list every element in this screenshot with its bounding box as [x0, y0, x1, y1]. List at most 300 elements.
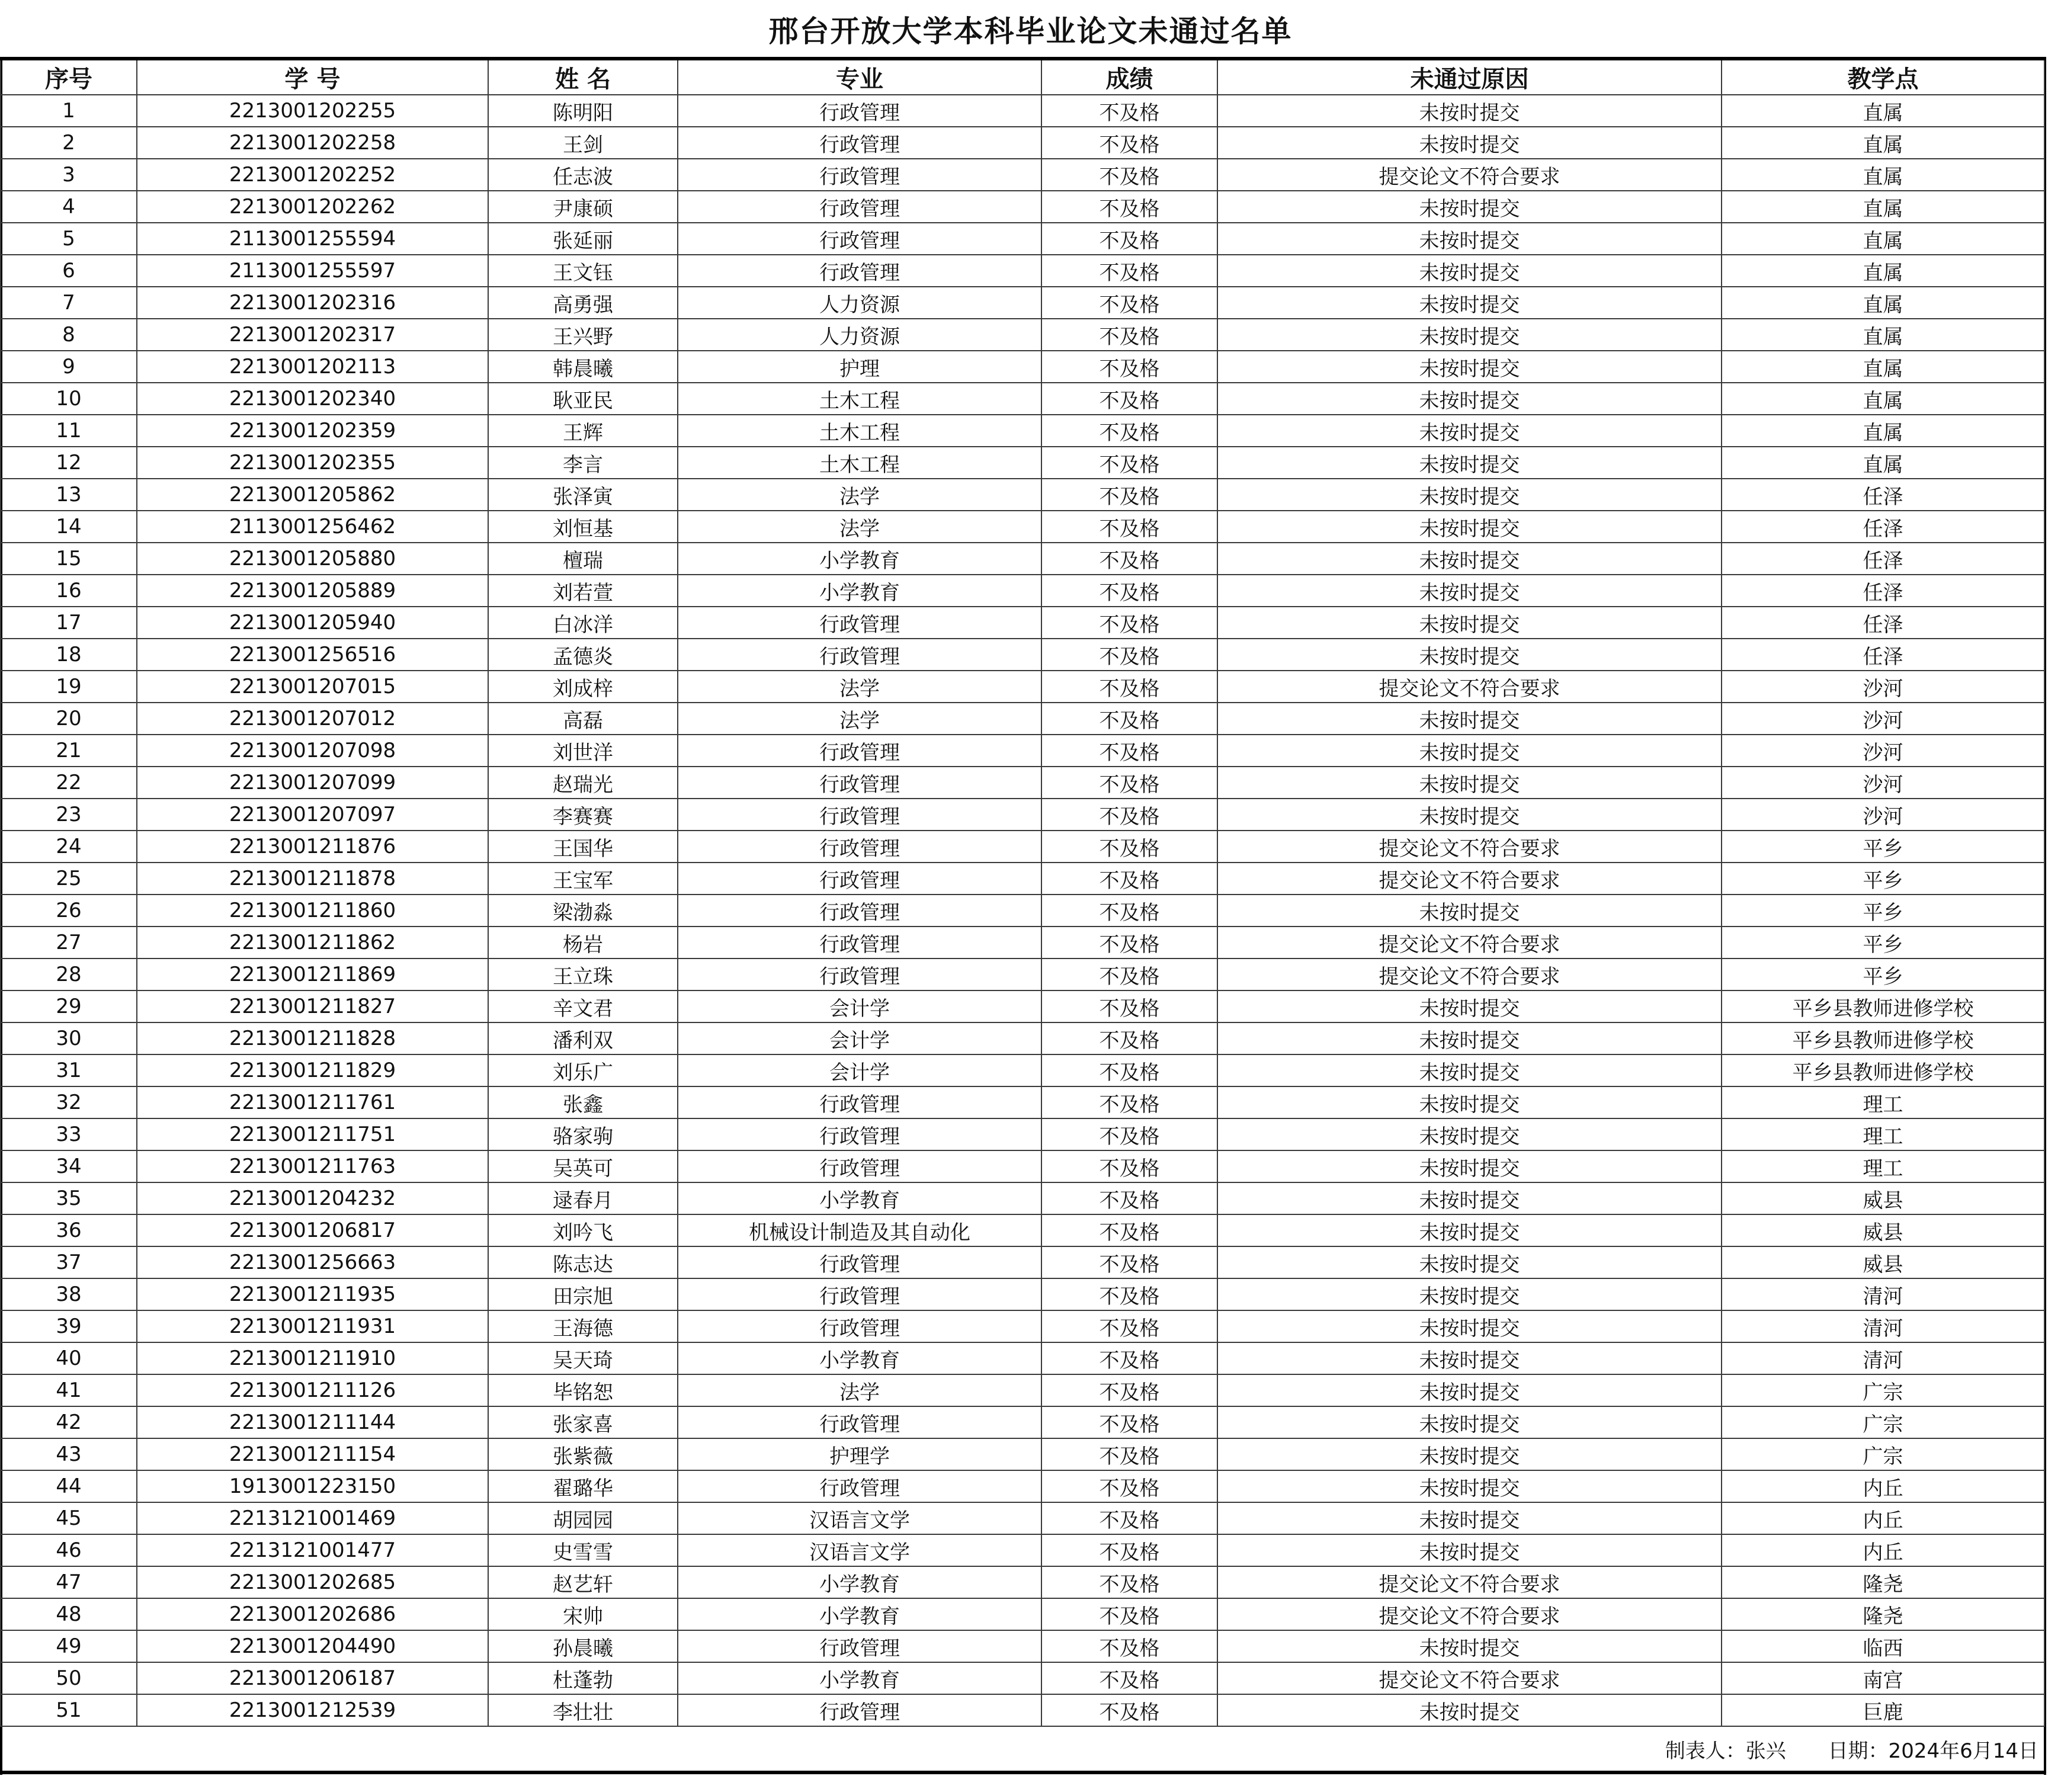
cell-index: 13 — [1, 479, 137, 511]
cell-teaching-site: 平乡县教师进修学校 — [1722, 990, 2044, 1022]
cell-major: 行政管理 — [678, 1470, 1041, 1502]
table-row — [1, 1022, 2044, 1054]
cell-student-id: 2213001211862 — [137, 927, 488, 958]
cell-teaching-site: 任泽 — [1722, 575, 2044, 607]
cell-teaching-site: 广宗 — [1722, 1406, 2044, 1438]
cell-reason: 未按时提交 — [1217, 799, 1722, 831]
cell-name: 吴英可 — [488, 1150, 678, 1182]
cell-teaching-site: 沙河 — [1722, 703, 2044, 735]
cell-student-id: 2213001202262 — [137, 191, 488, 223]
cell-grade: 不及格 — [1041, 639, 1217, 671]
cell-grade: 不及格 — [1041, 799, 1217, 831]
cell-grade: 不及格 — [1041, 1022, 1217, 1054]
cell-major: 行政管理 — [678, 255, 1041, 287]
table-row — [1, 1310, 2044, 1342]
cell-grade: 不及格 — [1041, 575, 1217, 607]
cell-index: 41 — [1, 1374, 137, 1406]
table-row — [1, 1086, 2044, 1118]
cell-teaching-site: 任泽 — [1722, 639, 2044, 671]
cell-grade: 不及格 — [1041, 671, 1217, 703]
cell-major: 小学教育 — [678, 1182, 1041, 1214]
cell-major: 行政管理 — [678, 958, 1041, 990]
table-row — [1, 927, 2044, 958]
cell-grade: 不及格 — [1041, 958, 1217, 990]
cell-major: 小学教育 — [678, 1662, 1041, 1694]
cell-name: 高磊 — [488, 703, 678, 735]
cell-index: 6 — [1, 255, 137, 287]
cell-index: 50 — [1, 1662, 137, 1694]
cell-major: 行政管理 — [678, 831, 1041, 863]
cell-index: 36 — [1, 1214, 137, 1246]
cell-reason: 未按时提交 — [1217, 1022, 1722, 1054]
cell-major: 护理学 — [678, 1438, 1041, 1470]
cell-reason: 未按时提交 — [1217, 1534, 1722, 1566]
table-row — [1, 383, 2044, 415]
cell-student-id: 2213001212539 — [137, 1694, 488, 1726]
cell-name: 杜蓬勃 — [488, 1662, 678, 1694]
table-row — [1, 1566, 2044, 1598]
cell-reason: 提交论文不符合要求 — [1217, 1566, 1722, 1598]
table-row — [1, 127, 2044, 159]
cell-major: 会计学 — [678, 1054, 1041, 1086]
cell-reason: 未按时提交 — [1217, 639, 1722, 671]
cell-student-id: 2213001256516 — [137, 639, 488, 671]
cell-grade: 不及格 — [1041, 735, 1217, 767]
cell-student-id: 2213001211751 — [137, 1118, 488, 1150]
cell-index: 15 — [1, 543, 137, 575]
cell-teaching-site: 直属 — [1722, 287, 2044, 319]
cell-name: 王剑 — [488, 127, 678, 159]
cell-name: 王兴野 — [488, 319, 678, 351]
table-row — [1, 831, 2044, 863]
cell-student-id: 2213001205940 — [137, 607, 488, 639]
cell-name: 赵瑞光 — [488, 767, 678, 799]
cell-grade: 不及格 — [1041, 1662, 1217, 1694]
cell-name: 田宗旭 — [488, 1278, 678, 1310]
cell-major: 行政管理 — [678, 1086, 1041, 1118]
cell-major: 人力资源 — [678, 319, 1041, 351]
cell-index: 45 — [1, 1502, 137, 1534]
cell-reason: 未按时提交 — [1217, 511, 1722, 543]
cell-name: 刘吟飞 — [488, 1214, 678, 1246]
cell-teaching-site: 直属 — [1722, 127, 2044, 159]
cell-teaching-site: 内丘 — [1722, 1502, 2044, 1534]
cell-reason: 未按时提交 — [1217, 1630, 1722, 1662]
cell-teaching-site: 平乡 — [1722, 927, 2044, 958]
table-row — [1, 1438, 2044, 1470]
cell-teaching-site: 平乡 — [1722, 863, 2044, 895]
table-row — [1, 223, 2044, 255]
cell-student-id: 2213001211935 — [137, 1278, 488, 1310]
cell-grade: 不及格 — [1041, 1086, 1217, 1118]
table-row — [1, 1534, 2044, 1566]
cell-index: 25 — [1, 863, 137, 895]
cell-reason: 未按时提交 — [1217, 1310, 1722, 1342]
table-row — [1, 767, 2044, 799]
table-row — [1, 671, 2044, 703]
cell-name: 吴天琦 — [488, 1342, 678, 1374]
cell-index: 29 — [1, 990, 137, 1022]
cell-grade: 不及格 — [1041, 1598, 1217, 1630]
cell-student-id: 2213001211827 — [137, 990, 488, 1022]
cell-teaching-site: 隆尧 — [1722, 1566, 2044, 1598]
cell-major: 行政管理 — [678, 1278, 1041, 1310]
table-row — [1, 159, 2044, 191]
cell-major: 法学 — [678, 479, 1041, 511]
cell-student-id: 2213001202355 — [137, 447, 488, 479]
cell-grade: 不及格 — [1041, 1470, 1217, 1502]
table-row — [1, 479, 2044, 511]
table-header-row — [1, 59, 2044, 95]
date-label: 日期：2024年6月14日 — [1828, 1739, 2038, 1763]
cell-student-id: 2213001206187 — [137, 1662, 488, 1694]
cell-major: 小学教育 — [678, 543, 1041, 575]
cell-major: 人力资源 — [678, 287, 1041, 319]
cell-student-id: 2213001207012 — [137, 703, 488, 735]
cell-major: 行政管理 — [678, 1150, 1041, 1182]
cell-name: 辛文君 — [488, 990, 678, 1022]
cell-index: 21 — [1, 735, 137, 767]
cell-major: 行政管理 — [678, 1630, 1041, 1662]
cell-grade: 不及格 — [1041, 511, 1217, 543]
cell-teaching-site: 直属 — [1722, 95, 2044, 127]
cell-name: 赵艺轩 — [488, 1566, 678, 1598]
table-row — [1, 575, 2044, 607]
cell-student-id: 2213001204490 — [137, 1630, 488, 1662]
cell-major: 护理 — [678, 351, 1041, 383]
cell-major: 法学 — [678, 1374, 1041, 1406]
cell-major: 行政管理 — [678, 927, 1041, 958]
cell-reason: 未按时提交 — [1217, 287, 1722, 319]
cell-student-id: 2213001211763 — [137, 1150, 488, 1182]
cell-grade: 不及格 — [1041, 1310, 1217, 1342]
cell-grade: 不及格 — [1041, 543, 1217, 575]
cell-teaching-site: 直属 — [1722, 191, 2044, 223]
cell-major: 行政管理 — [678, 1310, 1041, 1342]
cell-major: 小学教育 — [678, 575, 1041, 607]
cell-teaching-site: 任泽 — [1722, 607, 2044, 639]
preparer-label: 制表人：张兴 — [1665, 1739, 1786, 1763]
cell-index: 7 — [1, 287, 137, 319]
header-index: 序号 — [1, 59, 137, 95]
cell-student-id: 2213001211144 — [137, 1406, 488, 1438]
cell-grade: 不及格 — [1041, 1374, 1217, 1406]
cell-index: 38 — [1, 1278, 137, 1310]
table-row — [1, 1694, 2044, 1726]
cell-student-id: 2113001255597 — [137, 255, 488, 287]
table-row — [1, 1662, 2044, 1694]
cell-major: 行政管理 — [678, 799, 1041, 831]
cell-teaching-site: 平乡 — [1722, 958, 2044, 990]
cell-name: 李壮壮 — [488, 1694, 678, 1726]
cell-grade: 不及格 — [1041, 1630, 1217, 1662]
cell-teaching-site: 平乡县教师进修学校 — [1722, 1054, 2044, 1086]
cell-name: 陈志达 — [488, 1246, 678, 1278]
cell-name: 任志波 — [488, 159, 678, 191]
cell-student-id: 2213001211876 — [137, 831, 488, 863]
cell-name: 张家喜 — [488, 1406, 678, 1438]
cell-major: 小学教育 — [678, 1566, 1041, 1598]
table-row — [1, 287, 2044, 319]
cell-grade: 不及格 — [1041, 1214, 1217, 1246]
cell-grade: 不及格 — [1041, 895, 1217, 927]
cell-student-id: 2213001256663 — [137, 1246, 488, 1278]
cell-index: 39 — [1, 1310, 137, 1342]
cell-student-id: 2213001211829 — [137, 1054, 488, 1086]
cell-name: 孟德炎 — [488, 639, 678, 671]
cell-student-id: 2213001211931 — [137, 1310, 488, 1342]
cell-student-id: 2213001211869 — [137, 958, 488, 990]
cell-major: 会计学 — [678, 990, 1041, 1022]
table-row — [1, 1406, 2044, 1438]
table-row — [1, 447, 2044, 479]
cell-teaching-site: 广宗 — [1722, 1438, 2044, 1470]
cell-index: 43 — [1, 1438, 137, 1470]
cell-name: 刘乐广 — [488, 1054, 678, 1086]
cell-major: 汉语言文学 — [678, 1534, 1041, 1566]
cell-student-id: 2213001211910 — [137, 1342, 488, 1374]
cell-teaching-site: 沙河 — [1722, 735, 2044, 767]
cell-index: 8 — [1, 319, 137, 351]
table-row — [1, 255, 2044, 287]
cell-reason: 未按时提交 — [1217, 191, 1722, 223]
cell-major: 会计学 — [678, 1022, 1041, 1054]
cell-reason: 未按时提交 — [1217, 95, 1722, 127]
cell-reason: 未按时提交 — [1217, 607, 1722, 639]
cell-name: 梁渤淼 — [488, 895, 678, 927]
table-row — [1, 319, 2044, 351]
cell-grade: 不及格 — [1041, 127, 1217, 159]
cell-major: 行政管理 — [678, 1694, 1041, 1726]
cell-teaching-site: 内丘 — [1722, 1534, 2044, 1566]
cell-reason: 未按时提交 — [1217, 1342, 1722, 1374]
cell-reason: 未按时提交 — [1217, 1502, 1722, 1534]
cell-teaching-site: 广宗 — [1722, 1374, 2044, 1406]
cell-student-id: 2213001211878 — [137, 863, 488, 895]
cell-teaching-site: 沙河 — [1722, 799, 2044, 831]
cell-name: 尹康硕 — [488, 191, 678, 223]
table-row — [1, 1182, 2044, 1214]
cell-index: 47 — [1, 1566, 137, 1598]
cell-major: 行政管理 — [678, 159, 1041, 191]
cell-name: 孙晨曦 — [488, 1630, 678, 1662]
table-row — [1, 863, 2044, 895]
cell-grade: 不及格 — [1041, 1278, 1217, 1310]
cell-name: 刘世洋 — [488, 735, 678, 767]
cell-reason: 未按时提交 — [1217, 447, 1722, 479]
cell-grade: 不及格 — [1041, 415, 1217, 447]
cell-major: 行政管理 — [678, 607, 1041, 639]
cell-index: 30 — [1, 1022, 137, 1054]
table-row — [1, 703, 2044, 735]
cell-reason: 提交论文不符合要求 — [1217, 1662, 1722, 1694]
cell-reason: 提交论文不符合要求 — [1217, 159, 1722, 191]
cell-index: 9 — [1, 351, 137, 383]
cell-major: 法学 — [678, 511, 1041, 543]
cell-grade: 不及格 — [1041, 1534, 1217, 1566]
cell-major: 机械设计制造及其自动化 — [678, 1214, 1041, 1246]
cell-student-id: 1913001223150 — [137, 1470, 488, 1502]
cell-teaching-site: 平乡 — [1722, 831, 2044, 863]
cell-name: 王宝军 — [488, 863, 678, 895]
header-name: 姓 名 — [488, 59, 678, 95]
cell-grade: 不及格 — [1041, 1342, 1217, 1374]
cell-teaching-site: 清河 — [1722, 1278, 2044, 1310]
cell-teaching-site: 隆尧 — [1722, 1598, 2044, 1630]
cell-student-id: 2213001211828 — [137, 1022, 488, 1054]
cell-teaching-site: 巨鹿 — [1722, 1694, 2044, 1726]
cell-grade: 不及格 — [1041, 1438, 1217, 1470]
cell-major: 行政管理 — [678, 95, 1041, 127]
cell-index: 3 — [1, 159, 137, 191]
cell-name: 耿亚民 — [488, 383, 678, 415]
cell-reason: 未按时提交 — [1217, 255, 1722, 287]
cell-index: 34 — [1, 1150, 137, 1182]
cell-grade: 不及格 — [1041, 703, 1217, 735]
cell-grade: 不及格 — [1041, 1182, 1217, 1214]
cell-grade: 不及格 — [1041, 479, 1217, 511]
cell-student-id: 2213001205880 — [137, 543, 488, 575]
table-row — [1, 958, 2044, 990]
cell-grade: 不及格 — [1041, 383, 1217, 415]
cell-reason: 提交论文不符合要求 — [1217, 671, 1722, 703]
cell-major: 行政管理 — [678, 863, 1041, 895]
table-row — [1, 1630, 2044, 1662]
cell-student-id: 2213001211154 — [137, 1438, 488, 1470]
table-footer-row — [1, 1726, 2044, 1772]
cell-reason: 未按时提交 — [1217, 1438, 1722, 1470]
cell-student-id: 2213001207099 — [137, 767, 488, 799]
cell-index: 35 — [1, 1182, 137, 1214]
cell-index: 22 — [1, 767, 137, 799]
cell-student-id: 2213001202686 — [137, 1598, 488, 1630]
cell-index: 23 — [1, 799, 137, 831]
cell-reason: 未按时提交 — [1217, 895, 1722, 927]
cell-index: 32 — [1, 1086, 137, 1118]
cell-index: 46 — [1, 1534, 137, 1566]
cell-teaching-site: 直属 — [1722, 255, 2044, 287]
header-teaching-site: 教学点 — [1722, 59, 2044, 95]
cell-name: 王辉 — [488, 415, 678, 447]
cell-index: 2 — [1, 127, 137, 159]
cell-teaching-site: 理工 — [1722, 1118, 2044, 1150]
cell-grade: 不及格 — [1041, 863, 1217, 895]
table-row — [1, 735, 2044, 767]
cell-index: 11 — [1, 415, 137, 447]
cell-reason: 未按时提交 — [1217, 575, 1722, 607]
cell-index: 5 — [1, 223, 137, 255]
cell-name: 李言 — [488, 447, 678, 479]
cell-teaching-site: 沙河 — [1722, 671, 2044, 703]
cell-teaching-site: 临西 — [1722, 1630, 2044, 1662]
cell-index: 40 — [1, 1342, 137, 1374]
cell-teaching-site: 直属 — [1722, 351, 2044, 383]
cell-grade: 不及格 — [1041, 767, 1217, 799]
cell-grade: 不及格 — [1041, 1118, 1217, 1150]
cell-teaching-site: 任泽 — [1722, 479, 2044, 511]
cell-index: 10 — [1, 383, 137, 415]
cell-teaching-site: 直属 — [1722, 223, 2044, 255]
cell-name: 王国华 — [488, 831, 678, 863]
cell-student-id: 2213001207015 — [137, 671, 488, 703]
cell-index: 48 — [1, 1598, 137, 1630]
cell-index: 17 — [1, 607, 137, 639]
cell-name: 毕铭恕 — [488, 1374, 678, 1406]
cell-index: 1 — [1, 95, 137, 127]
cell-grade: 不及格 — [1041, 159, 1217, 191]
cell-student-id: 2213001202316 — [137, 287, 488, 319]
cell-teaching-site: 直属 — [1722, 383, 2044, 415]
cell-major: 行政管理 — [678, 191, 1041, 223]
cell-reason: 未按时提交 — [1217, 1694, 1722, 1726]
cell-major: 行政管理 — [678, 1246, 1041, 1278]
cell-teaching-site: 清河 — [1722, 1310, 2044, 1342]
cell-grade: 不及格 — [1041, 1150, 1217, 1182]
cell-student-id: 2213001202113 — [137, 351, 488, 383]
cell-teaching-site: 直属 — [1722, 159, 2044, 191]
cell-reason: 未按时提交 — [1217, 127, 1722, 159]
cell-grade: 不及格 — [1041, 191, 1217, 223]
cell-grade: 不及格 — [1041, 1502, 1217, 1534]
table-row — [1, 543, 2044, 575]
cell-index: 16 — [1, 575, 137, 607]
cell-major: 土木工程 — [678, 383, 1041, 415]
cell-index: 20 — [1, 703, 137, 735]
cell-teaching-site: 威县 — [1722, 1214, 2044, 1246]
table-row — [1, 351, 2044, 383]
cell-teaching-site: 威县 — [1722, 1182, 2044, 1214]
cell-index: 44 — [1, 1470, 137, 1502]
cell-reason: 未按时提交 — [1217, 1182, 1722, 1214]
cell-name: 王立珠 — [488, 958, 678, 990]
cell-major: 土木工程 — [678, 415, 1041, 447]
cell-reason: 未按时提交 — [1217, 1214, 1722, 1246]
cell-teaching-site: 直属 — [1722, 319, 2044, 351]
cell-index: 31 — [1, 1054, 137, 1086]
cell-teaching-site: 直属 — [1722, 447, 2044, 479]
cell-major: 行政管理 — [678, 1406, 1041, 1438]
cell-grade: 不及格 — [1041, 927, 1217, 958]
cell-name: 杨岩 — [488, 927, 678, 958]
cell-reason: 提交论文不符合要求 — [1217, 863, 1722, 895]
cell-reason: 未按时提交 — [1217, 319, 1722, 351]
cell-name: 宋帅 — [488, 1598, 678, 1630]
cell-student-id: 2113001256462 — [137, 511, 488, 543]
cell-teaching-site: 理工 — [1722, 1086, 2044, 1118]
table-row — [1, 1502, 2044, 1534]
table-row — [1, 415, 2044, 447]
cell-name: 史雪雪 — [488, 1534, 678, 1566]
cell-index: 14 — [1, 511, 137, 543]
cell-name: 陈明阳 — [488, 95, 678, 127]
cell-name: 王文钰 — [488, 255, 678, 287]
cell-index: 37 — [1, 1246, 137, 1278]
cell-major: 汉语言文学 — [678, 1502, 1041, 1534]
cell-index: 19 — [1, 671, 137, 703]
table-row — [1, 511, 2044, 543]
cell-teaching-site: 平乡 — [1722, 895, 2044, 927]
cell-reason: 未按时提交 — [1217, 1278, 1722, 1310]
cell-reason: 未按时提交 — [1217, 735, 1722, 767]
cell-grade: 不及格 — [1041, 1566, 1217, 1598]
cell-teaching-site: 威县 — [1722, 1246, 2044, 1278]
cell-teaching-site: 任泽 — [1722, 511, 2044, 543]
cell-student-id: 2213001211761 — [137, 1086, 488, 1118]
cell-index: 18 — [1, 639, 137, 671]
cell-teaching-site: 任泽 — [1722, 543, 2044, 575]
cell-student-id: 2213001202258 — [137, 127, 488, 159]
header-major: 专业 — [678, 59, 1041, 95]
